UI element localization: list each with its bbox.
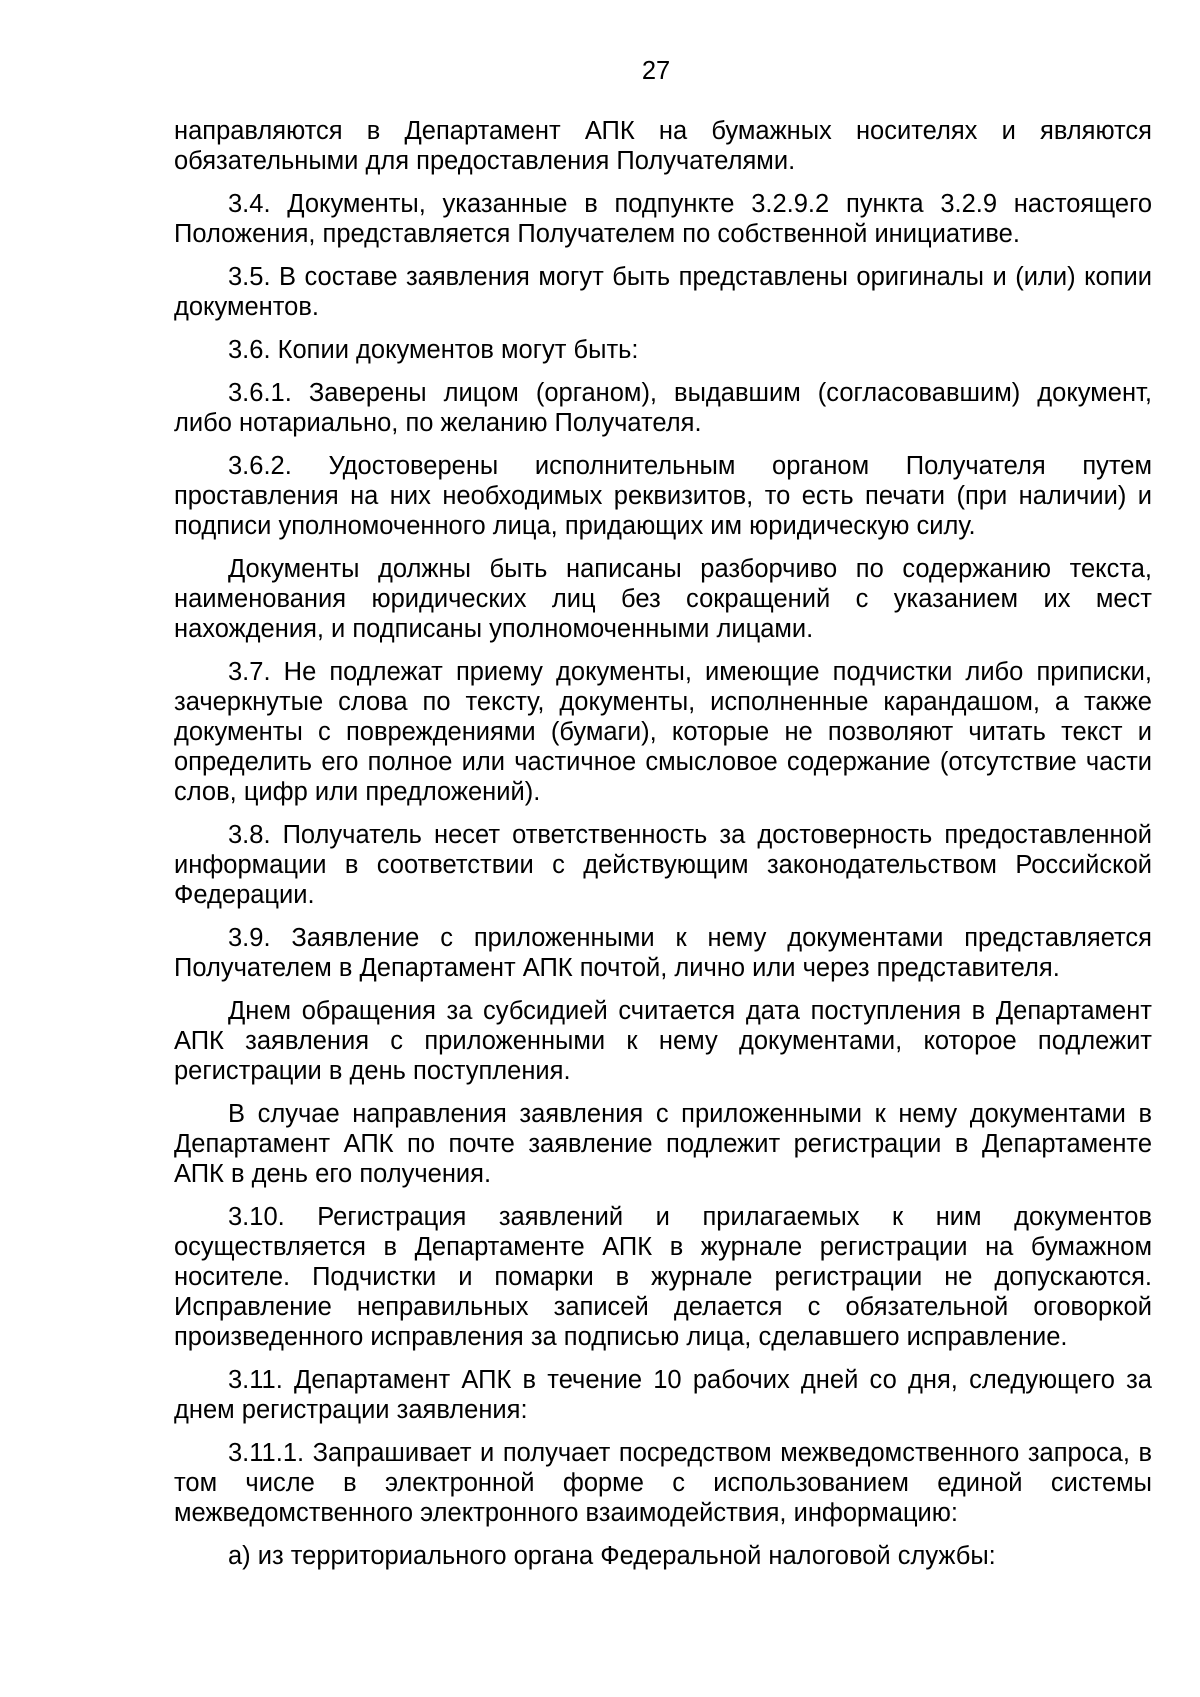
paragraph: 3.6.2. Удостоверены исполнительным органом Получателя путем проставления на них необходимых реквизитов, то есть печати (при наличии) и подписи уполномоченного лица, придающих им юридическую силу.: [174, 452, 1152, 540]
paragraph: 3.8. Получатель несет ответственность за достоверность предоставленной информации в соответствии с действующим законодательством Российской Федерации.: [174, 821, 1152, 909]
paragraph: Днем обращения за субсидией считается дата поступления в Департамент АПК заявления с приложенными к нему документами, которое подлежит регистрации в день поступления.: [174, 997, 1152, 1085]
paragraph: 3.10. Регистрация заявлений и прилагаемых к ним документов осуществляется в Департаменте АПК в журнале регистрации на бумажном носителе. Подчистки и помарки в журнале регистрации не допускаются. Исправление неправильных записей делается с обязательной оговоркой произведенного исправления за подписью лица, сделавшего исправление.: [174, 1203, 1152, 1351]
paragraph: 3.11.1. Запрашивает и получает посредством межведомственного запроса, в том числе в электронной форме с использованием единой системы межведомственного электронного взаимодействия, информацию:: [174, 1439, 1152, 1527]
paragraph: 3.7. Не подлежат приему документы, имеющие подчистки либо приписки, зачеркнутые слова по тексту, документы, исполненные карандашом, а также документы с повреждениями (бумаги), которые не позволяют читать текст и определить его полное или частичное смысловое содержание (отсутствие части слов, цифр или предложений).: [174, 658, 1152, 806]
paragraph: В случае направления заявления с приложенными к нему документами в Департамент АПК по почте заявление подлежит регистрации в Департаменте АПК в день его получения.: [174, 1100, 1152, 1188]
paragraph: направляются в Департамент АПК на бумажных носителях и являются обязательными для предоставления Получателями.: [174, 117, 1152, 175]
paragraph: а) из территориального органа Федеральной налоговой службы:: [228, 1542, 996, 1570]
paragraph: 3.4. Документы, указанные в подпункте 3.2.9.2 пункта 3.2.9 настоящего Положения, представляется Получателем по собственной инициативе.: [174, 190, 1152, 248]
paragraph: 3.9. Заявление с приложенными к нему документами представляется Получателем в Департамент АПК почтой, лично или через представителя.: [174, 924, 1152, 982]
paragraph: 3.5. В составе заявления могут быть представлены оригиналы и (или) копии документов.: [174, 263, 1152, 321]
document-body: [174, 116, 1152, 1584]
page-number: 27: [641, 57, 671, 85]
paragraph: Документы должны быть написаны разборчиво по содержанию текста, наименования юридических лиц без сокращений с указанием их мест нахождения, и подписаны уполномоченными лицами.: [174, 555, 1152, 643]
paragraph: 3.6.1. Заверены лицом (органом), выдавшим (согласовавшим) документ, либо нотариально, по желанию Получателя.: [174, 379, 1152, 437]
paragraph: 3.11. Департамент АПК в течение 10 рабочих дней со дня, следующего за днем регистрации заявления:: [174, 1366, 1152, 1424]
paragraph: 3.6. Копии документов могут быть:: [228, 336, 639, 364]
